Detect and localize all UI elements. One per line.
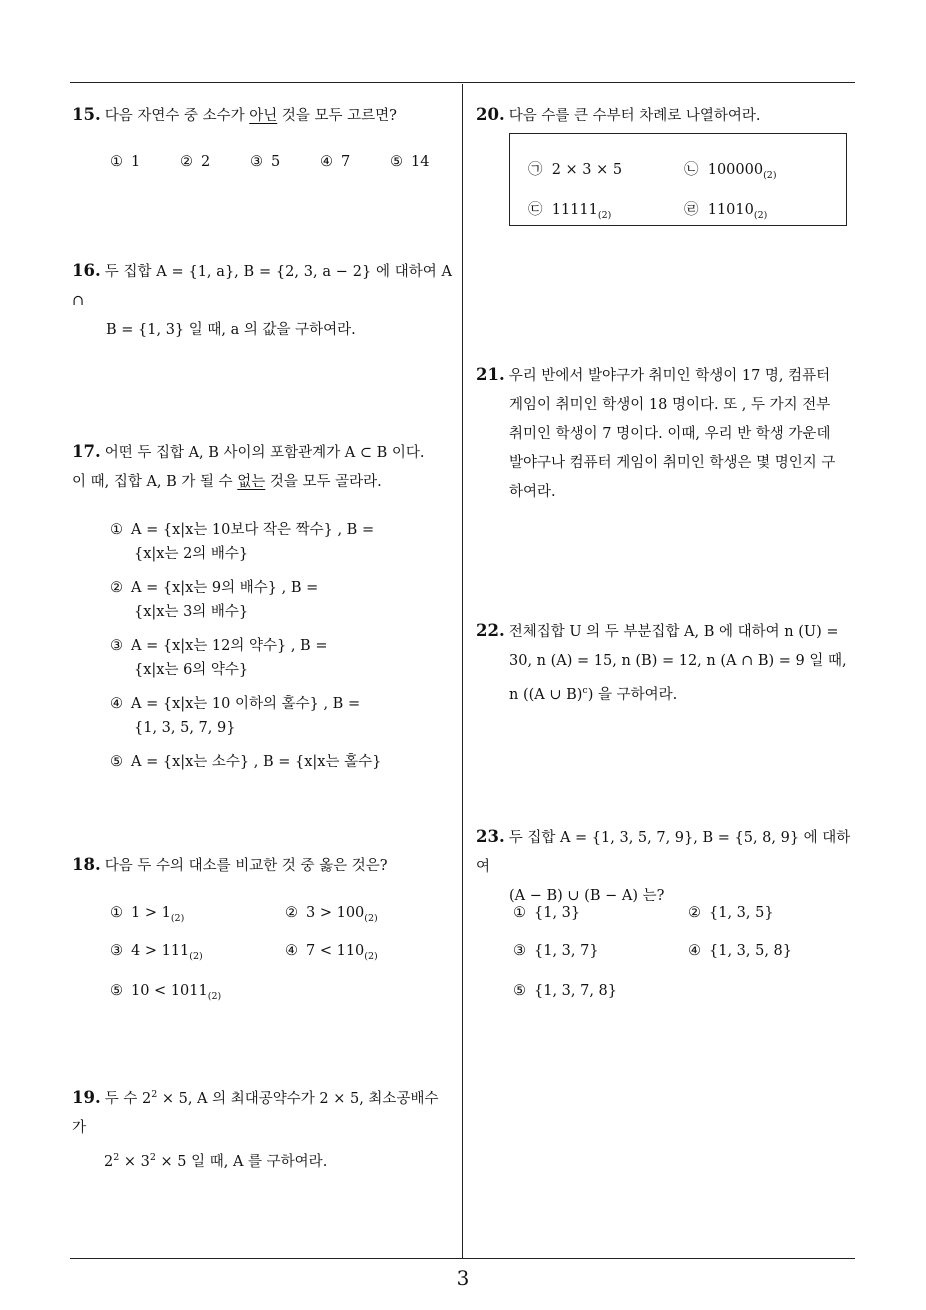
option-5[interactable] [513, 983, 617, 999]
question-line-1: 두 수 2 [104, 1090, 152, 1107]
complement-superscript: c [582, 685, 588, 696]
option-mark: ① [110, 154, 123, 170]
option-4[interactable] [688, 943, 792, 959]
question-line-2: 30, n (A) = 15, n (B) = 12, n (A ∩ B) = 9 일 때, [509, 653, 847, 669]
option-mark: ⑤ [390, 154, 403, 170]
option-mark: ① [110, 522, 123, 538]
option-4[interactable] [320, 154, 350, 170]
option-mark: ③ [110, 943, 123, 959]
option-mark: ④ [320, 154, 333, 170]
problem-number: 23. [476, 827, 505, 846]
option-mark: ② [285, 905, 298, 921]
question-line-1: 두 집합 A = {1, a}, B = {2, 3, a − 2} 에 대하여 A ∩ [72, 264, 452, 309]
option-1[interactable] [110, 518, 440, 566]
question-line-2-end: 것을 모두 골라라. [265, 474, 382, 490]
option-4[interactable] [285, 943, 378, 962]
item-mark: ㉢ [528, 202, 543, 218]
item-text: 2 × 3 × 5 [551, 162, 623, 178]
option-2[interactable] [180, 154, 210, 170]
question-line-1: 전체집합 U 의 두 부분집합 A, B 에 대하여 n (U) = [508, 624, 839, 640]
option-text: 5 [271, 154, 281, 170]
question-line-1: 두 집합 A = {1, 3, 5, 7, 9}, B = {5, 8, 9} 에 대하여 [476, 830, 851, 875]
option-mark: ③ [513, 943, 526, 959]
item-subscript: (2) [763, 169, 777, 181]
problem-23 [476, 822, 858, 911]
option-mark: ① [110, 905, 123, 921]
option-1[interactable] [110, 154, 140, 170]
option-5[interactable] [390, 154, 429, 170]
question-line-1: 우리 반에서 발야구가 취미인 학생이 17 명, 컴퓨터 [508, 368, 831, 384]
question-line-2: B = {1, 3} 일 때, a 의 값을 구하여라. [106, 322, 356, 338]
box-item-d [684, 198, 767, 221]
option-line-1: A = {x|x는 소수} , B = {x|x는 홀수} [131, 754, 382, 770]
option-mark: ④ [110, 696, 123, 712]
option-3[interactable] [513, 943, 599, 959]
option-text: 7 [341, 154, 351, 170]
option-mark: ② [110, 580, 123, 596]
problem-19 [72, 1080, 452, 1177]
problem-17 [72, 437, 452, 497]
bottom-rule [70, 1258, 855, 1259]
question-line-2: 2 [104, 1153, 114, 1170]
question-line-3-end: ) 을 구하여라. [587, 686, 678, 703]
option-5[interactable] [110, 983, 221, 1002]
option-text: 7 < 110 [306, 943, 365, 959]
box-item-c [528, 198, 611, 221]
option-text: {1, 3} [534, 905, 581, 921]
option-text: 10 < 1011 [131, 983, 208, 999]
item-text: 11111 [551, 202, 598, 218]
option-mark: ② [180, 154, 193, 170]
option-1[interactable] [110, 905, 184, 924]
question-text: 다음 두 수의 대소를 비교한 것 중 옳은 것은? [104, 858, 388, 874]
option-text: {1, 3, 7} [534, 943, 599, 959]
top-rule [70, 82, 855, 83]
number-box [509, 133, 847, 226]
question-line-2: 게임이 취미인 학생이 18 명이다. 또 , 두 가지 전부 [509, 397, 831, 413]
option-text: 4 > 111 [131, 943, 190, 959]
problem-number: 20. [476, 105, 505, 124]
question-text: 다음 자연수 중 소수가 [104, 108, 250, 124]
option-text: {1, 3, 5} [709, 905, 774, 921]
option-5[interactable] [110, 750, 440, 774]
problem-21 [476, 360, 858, 507]
question-text: 다음 수를 큰 수부터 차례로 나열하여라. [508, 108, 761, 124]
column-divider [462, 84, 463, 1258]
question-line-5: 하여라. [509, 484, 556, 500]
problem-20 [476, 100, 858, 131]
option-line-1: A = {x|x는 12의 약수} , B = [131, 638, 328, 654]
option-mark: ③ [250, 154, 263, 170]
problem-15 [72, 100, 452, 131]
question-underlined: 없는 [237, 474, 266, 490]
box-item-a [528, 158, 622, 181]
option-2[interactable] [688, 905, 774, 921]
item-text: 100000 [707, 162, 764, 178]
question-line-4: 발야구나 컴퓨터 게임이 취미인 학생은 몇 명인지 구 [509, 455, 836, 471]
option-subscript: (2) [207, 990, 222, 1002]
question-line-2-mid: × 3 [119, 1153, 150, 1170]
option-line-2: {x|x는 6의 약수} [134, 662, 249, 678]
option-mark: ① [513, 905, 526, 921]
option-line-1: A = {x|x는 10보다 작은 짝수} , B = [131, 522, 375, 538]
question-line-2: (A − B) ∪ (B − A) 는? [509, 888, 665, 904]
option-text: 1 > 1 [131, 905, 171, 921]
item-subscript: (2) [753, 209, 768, 221]
option-line-1: A = {x|x는 9의 배수} , B = [131, 580, 319, 596]
problem-16 [72, 256, 452, 345]
problem-number: 17. [72, 442, 101, 461]
option-3[interactable] [250, 154, 280, 170]
option-text: 2 [201, 154, 211, 170]
exponent: 2 [113, 1151, 120, 1163]
item-mark: ㉣ [684, 202, 699, 218]
problem-number: 16. [72, 261, 101, 280]
problem-number: 18. [72, 855, 101, 874]
option-3[interactable] [110, 943, 203, 962]
option-mark: ② [688, 905, 701, 921]
problem-18 [72, 850, 452, 881]
option-mark: ④ [688, 943, 701, 959]
option-mark: ⑤ [513, 983, 526, 999]
option-mark: ⑤ [110, 754, 123, 770]
question-text-end: 것을 모두 고르면? [277, 108, 397, 124]
option-text: {1, 3, 7, 8} [534, 983, 618, 999]
option-text: 14 [411, 154, 430, 170]
option-2[interactable] [110, 576, 440, 624]
question-line-3: n ((A ∪ B) [509, 686, 583, 703]
option-subscript: (2) [189, 950, 203, 962]
question-line-2-end: × 5 일 때, A 를 구하여라. [155, 1153, 328, 1170]
option-subscript: (2) [364, 950, 378, 962]
option-mark: ⑤ [110, 983, 123, 999]
question-line-1: 어떤 두 집합 A, B 사이의 포함관계가 A ⊂ B 이다. [104, 445, 425, 461]
option-2[interactable] [285, 905, 378, 924]
box-item-b [684, 158, 777, 181]
option-text: 1 [131, 154, 141, 170]
item-mark: ㉡ [684, 162, 699, 178]
problem-number: 22. [476, 621, 505, 640]
option-line-2: {x|x는 3의 배수} [134, 604, 249, 620]
option-text: 3 > 100 [306, 905, 365, 921]
option-subscript: (2) [170, 912, 185, 924]
option-line-2: {x|x는 2의 배수} [134, 546, 249, 562]
exponent: 2 [149, 1151, 156, 1163]
option-line-2: {1, 3, 5, 7, 9} [134, 720, 236, 736]
question-underlined: 아닌 [249, 108, 278, 124]
question-line-3: 취미인 학생이 7 명이다. 이때, 우리 반 학생 가운데 [509, 426, 831, 442]
item-mark: ㉠ [528, 162, 543, 178]
page-number: 3 [456, 1266, 470, 1290]
option-mark: ③ [110, 638, 123, 654]
problem-number: 21. [476, 365, 505, 384]
problem-number: 19. [72, 1087, 101, 1107]
option-1[interactable] [513, 905, 580, 921]
item-text: 11010 [707, 202, 754, 218]
problem-22 [476, 616, 858, 710]
option-3[interactable] [110, 634, 440, 682]
problem-number: 15. [72, 105, 101, 124]
option-mark: ④ [285, 943, 298, 959]
exponent: 2 [151, 1089, 158, 1100]
option-subscript: (2) [364, 912, 378, 924]
option-text: {1, 3, 5, 8} [709, 943, 793, 959]
question-line-1-end: × 5, A 의 최대공약수가 2 × 5, 최소공배수가 [72, 1090, 439, 1136]
option-4[interactable] [110, 692, 440, 740]
option-line-1: A = {x|x는 10 이하의 홀수} , B = [131, 696, 361, 712]
item-subscript: (2) [597, 209, 612, 221]
question-line-2: 이 때, 집합 A, B 가 될 수 [72, 474, 238, 490]
